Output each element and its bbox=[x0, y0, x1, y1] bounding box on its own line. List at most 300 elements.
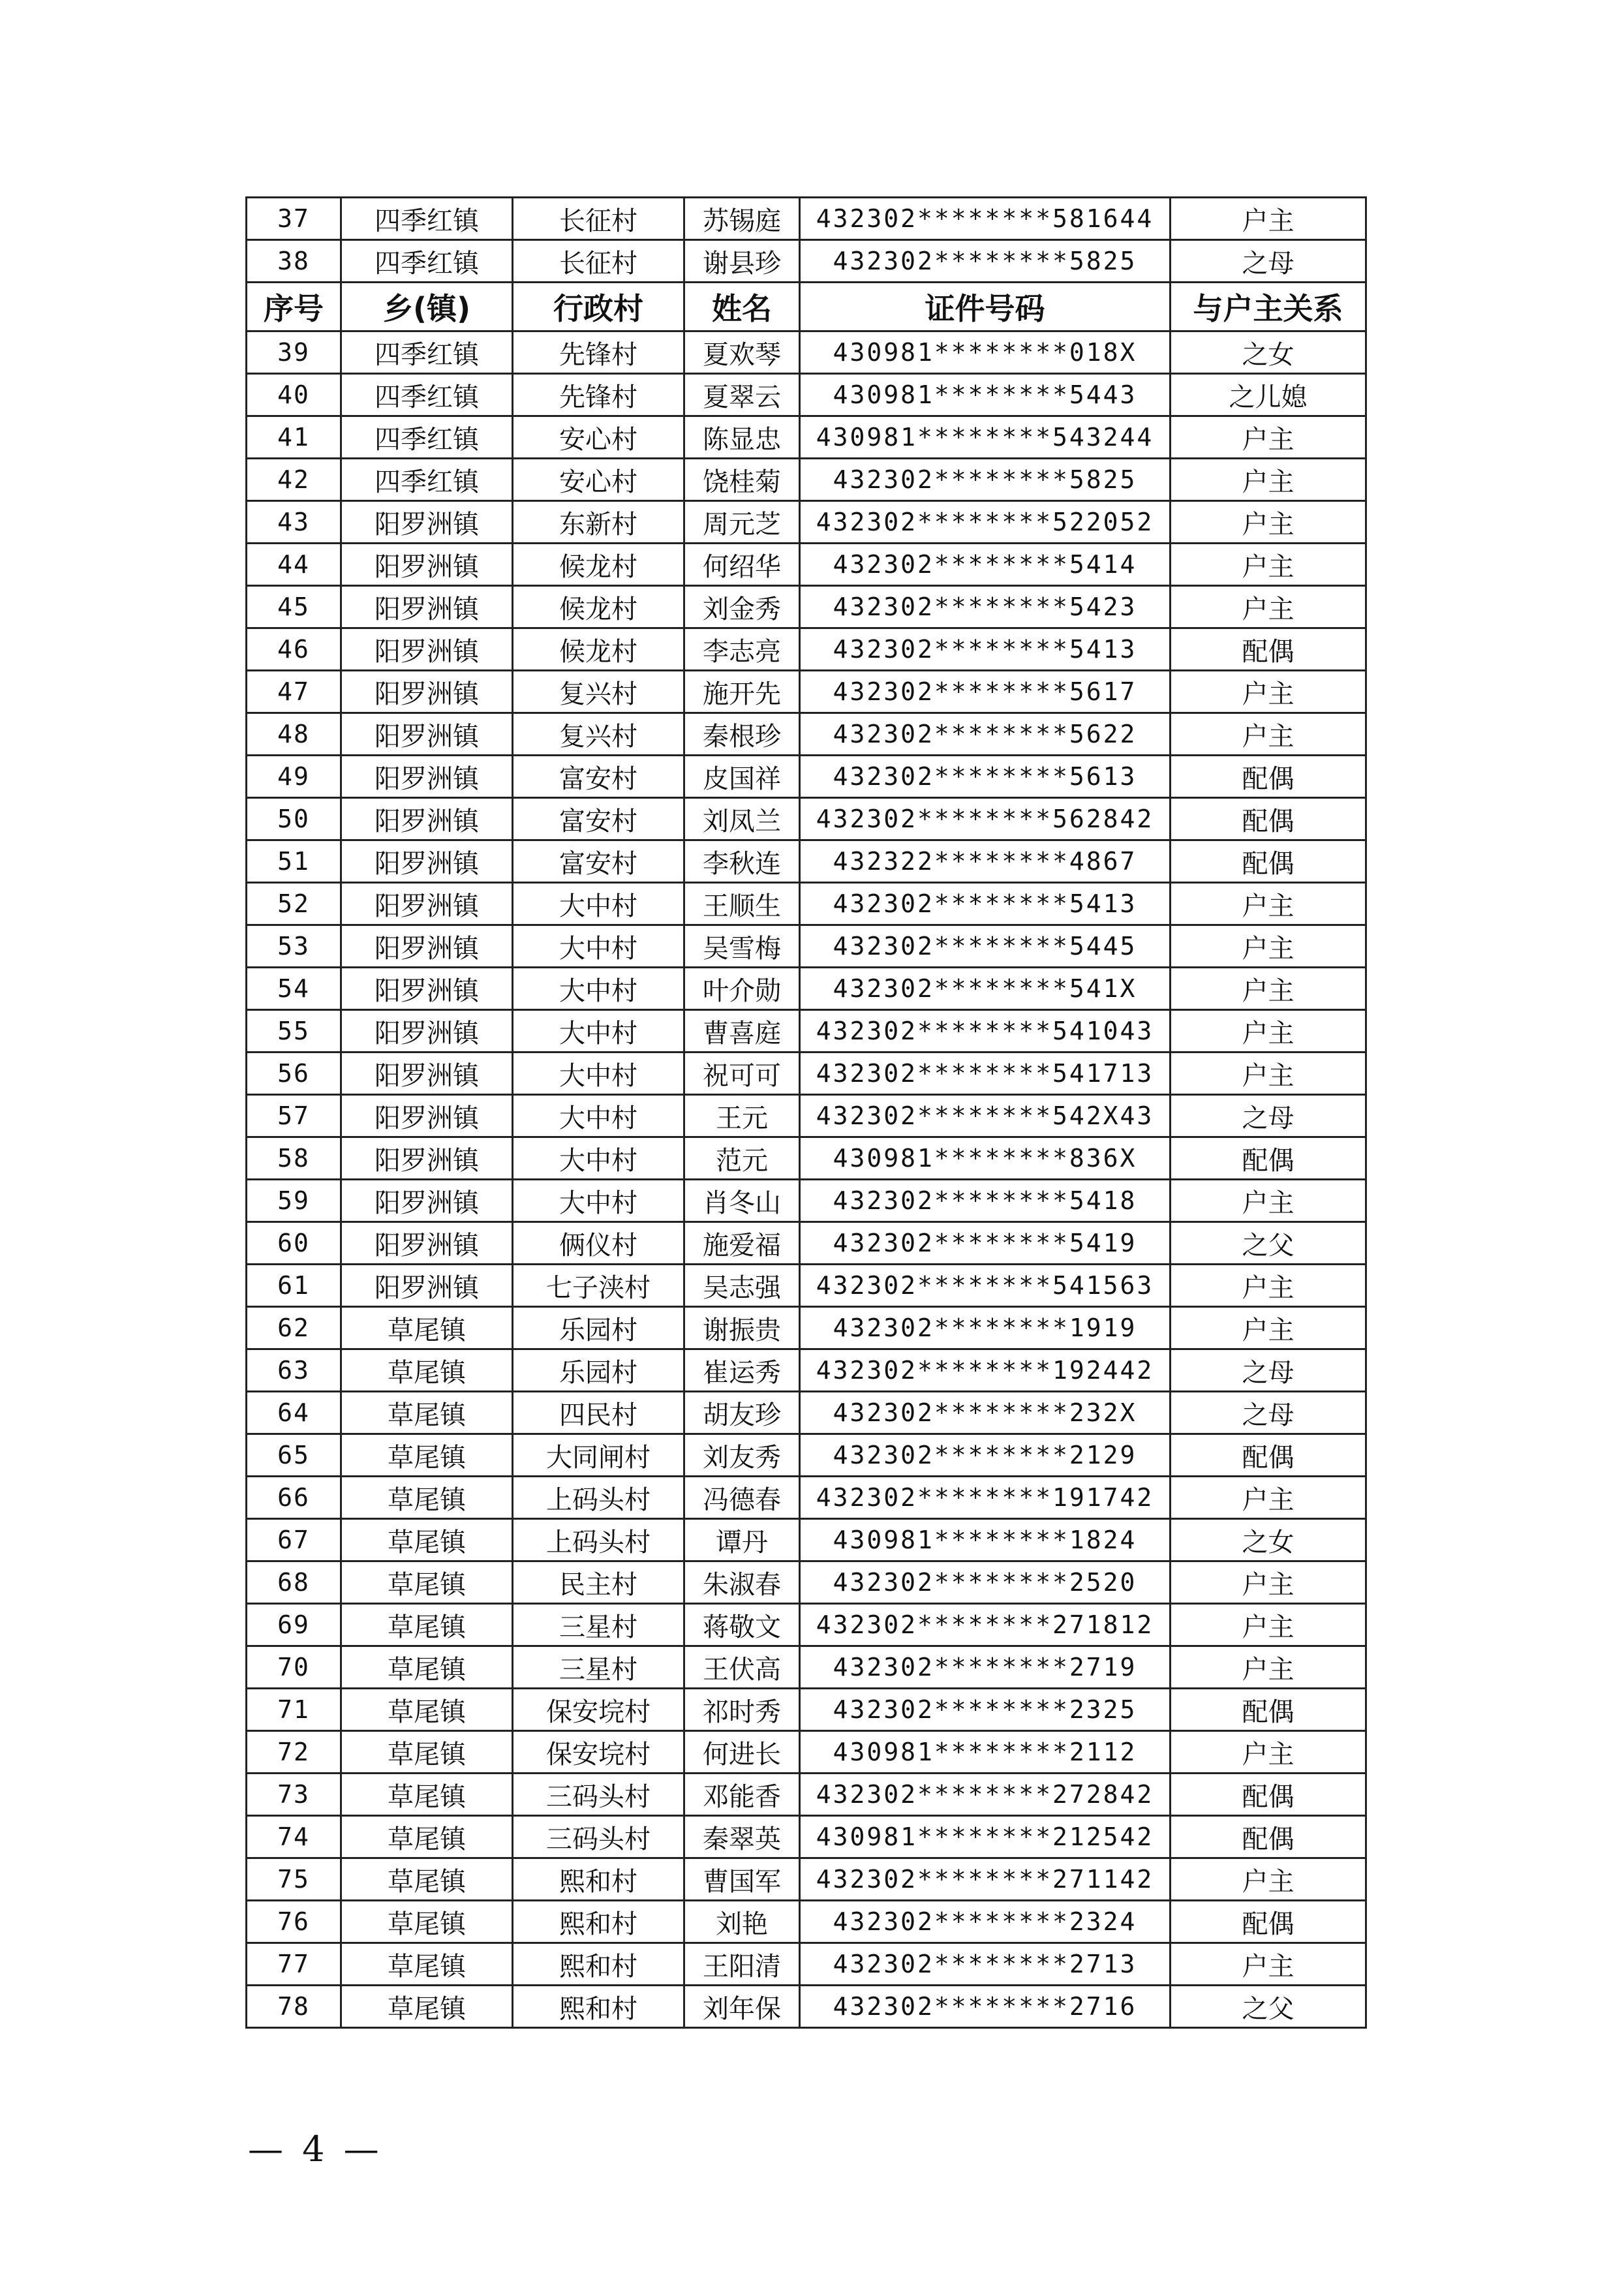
cell-village: 三码头村 bbox=[513, 1816, 684, 1858]
cell-name: 苏锡庭 bbox=[684, 198, 800, 240]
cell-relation: 户主 bbox=[1171, 1477, 1366, 1519]
cell-village: 安心村 bbox=[513, 459, 684, 501]
cell-town: 草尾镇 bbox=[341, 1774, 513, 1816]
table-row bbox=[247, 586, 1366, 628]
cell-relation: 之母 bbox=[1171, 240, 1366, 283]
cell-relation: 配偶 bbox=[1171, 1901, 1366, 1943]
table-row bbox=[247, 1561, 1366, 1604]
cell-village: 三码头村 bbox=[513, 1774, 684, 1816]
cell-village: 安心村 bbox=[513, 416, 684, 459]
cell-relation: 配偶 bbox=[1171, 1774, 1366, 1816]
cell-id-number: 432302********1919 bbox=[800, 1307, 1171, 1349]
cell-index: 49 bbox=[247, 756, 341, 798]
cell-relation: 之母 bbox=[1171, 1095, 1366, 1137]
cell-town: 阳罗洲镇 bbox=[341, 1222, 513, 1265]
cell-name: 刘友秀 bbox=[684, 1434, 800, 1477]
cell-relation: 户主 bbox=[1171, 671, 1366, 713]
cell-relation: 户主 bbox=[1171, 586, 1366, 628]
cell-name: 秦根珍 bbox=[684, 713, 800, 756]
cell-index: 46 bbox=[247, 628, 341, 671]
cell-name: 祁时秀 bbox=[684, 1689, 800, 1731]
table-row bbox=[247, 1095, 1366, 1137]
table-row bbox=[247, 1731, 1366, 1774]
cell-index: 40 bbox=[247, 374, 341, 416]
cell-index: 73 bbox=[247, 1774, 341, 1816]
cell-village: 候龙村 bbox=[513, 628, 684, 671]
cell-village: 大中村 bbox=[513, 1095, 684, 1137]
cell-index: 37 bbox=[247, 198, 341, 240]
cell-village: 大中村 bbox=[513, 968, 684, 1010]
cell-name: 谢振贵 bbox=[684, 1307, 800, 1349]
cell-name: 胡友珍 bbox=[684, 1392, 800, 1434]
cell-index: 59 bbox=[247, 1180, 341, 1222]
cell-name: 谭丹 bbox=[684, 1519, 800, 1561]
cell-id-number: 432302********5413 bbox=[800, 883, 1171, 925]
cell-name: 刘凤兰 bbox=[684, 798, 800, 840]
cell-id-number: 432302********5414 bbox=[800, 544, 1171, 586]
cell-name: 蒋敬文 bbox=[684, 1604, 800, 1646]
cell-relation: 户主 bbox=[1171, 968, 1366, 1010]
cell-town: 阳罗洲镇 bbox=[341, 1010, 513, 1052]
table-row bbox=[247, 1943, 1366, 1986]
cell-name: 李秋连 bbox=[684, 840, 800, 883]
cell-id-number: 432302********541X bbox=[800, 968, 1171, 1010]
cell-relation: 户主 bbox=[1171, 1943, 1366, 1986]
table-row bbox=[247, 416, 1366, 459]
cell-id-number: 432302********5622 bbox=[800, 713, 1171, 756]
cell-id-number: 432302********192442 bbox=[800, 1349, 1171, 1392]
table-row bbox=[247, 1137, 1366, 1180]
cell-name: 刘金秀 bbox=[684, 586, 800, 628]
table-row bbox=[247, 198, 1366, 240]
cell-index: 64 bbox=[247, 1392, 341, 1434]
cell-relation: 户主 bbox=[1171, 1180, 1366, 1222]
cell-village: 富安村 bbox=[513, 756, 684, 798]
table-row bbox=[247, 1052, 1366, 1095]
cell-id-number: 432302********5617 bbox=[800, 671, 1171, 713]
cell-index: 51 bbox=[247, 840, 341, 883]
table-row bbox=[247, 1646, 1366, 1689]
cell-relation: 之女 bbox=[1171, 1519, 1366, 1561]
cell-id-number: 432302********5445 bbox=[800, 925, 1171, 968]
cell-town: 草尾镇 bbox=[341, 1561, 513, 1604]
cell-town: 阳罗洲镇 bbox=[341, 713, 513, 756]
table-row bbox=[247, 1010, 1366, 1052]
cell-town: 阳罗洲镇 bbox=[341, 925, 513, 968]
cell-village: 三星村 bbox=[513, 1646, 684, 1689]
cell-id-number: 432302********2325 bbox=[800, 1689, 1171, 1731]
cell-name: 李志亮 bbox=[684, 628, 800, 671]
cell-index: 39 bbox=[247, 331, 341, 374]
cell-town: 四季红镇 bbox=[341, 240, 513, 283]
cell-relation: 户主 bbox=[1171, 713, 1366, 756]
cell-index: 62 bbox=[247, 1307, 341, 1349]
cell-village: 保安垸村 bbox=[513, 1731, 684, 1774]
cell-index: 50 bbox=[247, 798, 341, 840]
table-row bbox=[247, 968, 1366, 1010]
table-row bbox=[247, 628, 1366, 671]
cell-town: 草尾镇 bbox=[341, 1307, 513, 1349]
cell-id-number: 432302********5413 bbox=[800, 628, 1171, 671]
table-row bbox=[247, 840, 1366, 883]
cell-index: 44 bbox=[247, 544, 341, 586]
cell-town: 阳罗洲镇 bbox=[341, 1265, 513, 1307]
cell-name: 谢县珍 bbox=[684, 240, 800, 283]
cell-village: 大中村 bbox=[513, 925, 684, 968]
cell-village: 熙和村 bbox=[513, 1943, 684, 1986]
cell-relation: 户主 bbox=[1171, 544, 1366, 586]
cell-index: 66 bbox=[247, 1477, 341, 1519]
cell-id-number: 432302********541563 bbox=[800, 1265, 1171, 1307]
cell-index: 57 bbox=[247, 1095, 341, 1137]
cell-name: 周元芝 bbox=[684, 501, 800, 544]
cell-relation: 户主 bbox=[1171, 883, 1366, 925]
cell-relation: 户主 bbox=[1171, 1561, 1366, 1604]
cell-index: 47 bbox=[247, 671, 341, 713]
table-row bbox=[247, 374, 1366, 416]
cell-town: 草尾镇 bbox=[341, 1689, 513, 1731]
cell-name: 朱淑春 bbox=[684, 1561, 800, 1604]
cell-town: 草尾镇 bbox=[341, 1731, 513, 1774]
cell-id-number: 432302********562842 bbox=[800, 798, 1171, 840]
cell-index: 69 bbox=[247, 1604, 341, 1646]
beneficiary-table bbox=[245, 196, 1367, 2029]
cell-village: 熙和村 bbox=[513, 1858, 684, 1901]
cell-name: 吴志强 bbox=[684, 1265, 800, 1307]
cell-name: 刘年保 bbox=[684, 1986, 800, 2028]
cell-id-number: 432302********5418 bbox=[800, 1180, 1171, 1222]
cell-index: 53 bbox=[247, 925, 341, 968]
cell-id-number: 432302********2324 bbox=[800, 1901, 1171, 1943]
cell-town: 草尾镇 bbox=[341, 1392, 513, 1434]
cell-town: 阳罗洲镇 bbox=[341, 968, 513, 1010]
cell-town: 阳罗洲镇 bbox=[341, 840, 513, 883]
header-name: 姓名 bbox=[684, 283, 800, 331]
header-relation: 与户主关系 bbox=[1171, 283, 1366, 331]
cell-name: 王阳清 bbox=[684, 1943, 800, 1986]
cell-village: 四民村 bbox=[513, 1392, 684, 1434]
cell-index: 58 bbox=[247, 1137, 341, 1180]
cell-index: 74 bbox=[247, 1816, 341, 1858]
cell-village: 复兴村 bbox=[513, 713, 684, 756]
cell-town: 四季红镇 bbox=[341, 374, 513, 416]
cell-village: 三星村 bbox=[513, 1604, 684, 1646]
cell-name: 皮国祥 bbox=[684, 756, 800, 798]
cell-relation: 户主 bbox=[1171, 1265, 1366, 1307]
cell-village: 富安村 bbox=[513, 798, 684, 840]
cell-id-number: 432302********271142 bbox=[800, 1858, 1171, 1901]
header-town: 乡(镇) bbox=[341, 283, 513, 331]
cell-town: 阳罗洲镇 bbox=[341, 628, 513, 671]
cell-village: 大同闸村 bbox=[513, 1434, 684, 1477]
cell-name: 王顺生 bbox=[684, 883, 800, 925]
cell-village: 俩仪村 bbox=[513, 1222, 684, 1265]
cell-id-number: 432302********272842 bbox=[800, 1774, 1171, 1816]
cell-relation: 户主 bbox=[1171, 1052, 1366, 1095]
cell-relation: 之女 bbox=[1171, 331, 1366, 374]
cell-village: 候龙村 bbox=[513, 586, 684, 628]
cell-index: 48 bbox=[247, 713, 341, 756]
cell-index: 68 bbox=[247, 1561, 341, 1604]
cell-name: 叶介勋 bbox=[684, 968, 800, 1010]
cell-village: 富安村 bbox=[513, 840, 684, 883]
table-row bbox=[247, 1689, 1366, 1731]
table-row bbox=[247, 1392, 1366, 1434]
cell-town: 草尾镇 bbox=[341, 1816, 513, 1858]
cell-name: 夏翠云 bbox=[684, 374, 800, 416]
cell-town: 阳罗洲镇 bbox=[341, 756, 513, 798]
cell-relation: 户主 bbox=[1171, 501, 1366, 544]
cell-town: 草尾镇 bbox=[341, 1901, 513, 1943]
table-row bbox=[247, 1180, 1366, 1222]
table-row bbox=[247, 459, 1366, 501]
cell-town: 四季红镇 bbox=[341, 331, 513, 374]
cell-index: 41 bbox=[247, 416, 341, 459]
table-row bbox=[247, 1519, 1366, 1561]
cell-name: 施爱福 bbox=[684, 1222, 800, 1265]
cell-relation: 户主 bbox=[1171, 925, 1366, 968]
cell-town: 草尾镇 bbox=[341, 1943, 513, 1986]
table-row bbox=[247, 756, 1366, 798]
cell-town: 草尾镇 bbox=[341, 1477, 513, 1519]
cell-index: 54 bbox=[247, 968, 341, 1010]
cell-name: 曹喜庭 bbox=[684, 1010, 800, 1052]
cell-id-number: 432302********191742 bbox=[800, 1477, 1171, 1519]
table-row bbox=[247, 1307, 1366, 1349]
table-row bbox=[247, 1858, 1366, 1901]
cell-id-number: 432302********232X bbox=[800, 1392, 1171, 1434]
cell-id-number: 430981********543244 bbox=[800, 416, 1171, 459]
cell-id-number: 430981********836X bbox=[800, 1137, 1171, 1180]
cell-relation: 配偶 bbox=[1171, 1689, 1366, 1731]
cell-relation: 之父 bbox=[1171, 1986, 1366, 2028]
table-row bbox=[247, 671, 1366, 713]
cell-village: 复兴村 bbox=[513, 671, 684, 713]
table-row bbox=[247, 1477, 1366, 1519]
table-header-row bbox=[247, 283, 1366, 331]
table-row bbox=[247, 1774, 1366, 1816]
cell-town: 阳罗洲镇 bbox=[341, 1095, 513, 1137]
cell-id-number: 432302********2520 bbox=[800, 1561, 1171, 1604]
cell-town: 四季红镇 bbox=[341, 416, 513, 459]
cell-relation: 户主 bbox=[1171, 1010, 1366, 1052]
table-row bbox=[247, 1816, 1366, 1858]
cell-village: 先锋村 bbox=[513, 331, 684, 374]
table-row bbox=[247, 1434, 1366, 1477]
cell-index: 65 bbox=[247, 1434, 341, 1477]
cell-town: 四季红镇 bbox=[341, 198, 513, 240]
cell-name: 肖冬山 bbox=[684, 1180, 800, 1222]
cell-index: 78 bbox=[247, 1986, 341, 2028]
cell-name: 施开先 bbox=[684, 671, 800, 713]
cell-name: 祝可可 bbox=[684, 1052, 800, 1095]
cell-relation: 之父 bbox=[1171, 1222, 1366, 1265]
cell-relation: 之儿媳 bbox=[1171, 374, 1366, 416]
cell-index: 67 bbox=[247, 1519, 341, 1561]
cell-relation: 户主 bbox=[1171, 416, 1366, 459]
cell-village: 先锋村 bbox=[513, 374, 684, 416]
cell-name: 饶桂菊 bbox=[684, 459, 800, 501]
cell-village: 乐园村 bbox=[513, 1349, 684, 1392]
cell-name: 王伏高 bbox=[684, 1646, 800, 1689]
cell-village: 保安垸村 bbox=[513, 1689, 684, 1731]
cell-index: 43 bbox=[247, 501, 341, 544]
table-row bbox=[247, 331, 1366, 374]
cell-index: 76 bbox=[247, 1901, 341, 1943]
cell-relation: 户主 bbox=[1171, 459, 1366, 501]
cell-id-number: 430981********2112 bbox=[800, 1731, 1171, 1774]
cell-index: 70 bbox=[247, 1646, 341, 1689]
cell-village: 民主村 bbox=[513, 1561, 684, 1604]
cell-index: 52 bbox=[247, 883, 341, 925]
cell-name: 崔运秀 bbox=[684, 1349, 800, 1392]
cell-index: 42 bbox=[247, 459, 341, 501]
cell-town: 阳罗洲镇 bbox=[341, 798, 513, 840]
header-index: 序号 bbox=[247, 283, 341, 331]
cell-name: 秦翠英 bbox=[684, 1816, 800, 1858]
cell-relation: 配偶 bbox=[1171, 1816, 1366, 1858]
cell-name: 吴雪梅 bbox=[684, 925, 800, 968]
cell-name: 何进长 bbox=[684, 1731, 800, 1774]
cell-id-number: 432302********5825 bbox=[800, 240, 1171, 283]
cell-town: 草尾镇 bbox=[341, 1434, 513, 1477]
cell-index: 63 bbox=[247, 1349, 341, 1392]
cell-index: 45 bbox=[247, 586, 341, 628]
cell-index: 56 bbox=[247, 1052, 341, 1095]
cell-index: 72 bbox=[247, 1731, 341, 1774]
header-id-number: 证件号码 bbox=[800, 283, 1171, 331]
table-row bbox=[247, 1265, 1366, 1307]
page-number: — 4 — bbox=[248, 2128, 383, 2170]
cell-relation: 户主 bbox=[1171, 1858, 1366, 1901]
table-row bbox=[247, 883, 1366, 925]
table-row bbox=[247, 240, 1366, 283]
cell-name: 何绍华 bbox=[684, 544, 800, 586]
cell-id-number: 432302********581644 bbox=[800, 198, 1171, 240]
cell-village: 大中村 bbox=[513, 883, 684, 925]
cell-village: 七子浃村 bbox=[513, 1265, 684, 1307]
cell-village: 长征村 bbox=[513, 240, 684, 283]
cell-town: 阳罗洲镇 bbox=[341, 1180, 513, 1222]
table-row bbox=[247, 1222, 1366, 1265]
cell-relation: 之母 bbox=[1171, 1349, 1366, 1392]
cell-name: 范元 bbox=[684, 1137, 800, 1180]
cell-village: 上码头村 bbox=[513, 1477, 684, 1519]
cell-town: 草尾镇 bbox=[341, 1858, 513, 1901]
cell-id-number: 432302********2129 bbox=[800, 1434, 1171, 1477]
cell-id-number: 432302********2719 bbox=[800, 1646, 1171, 1689]
cell-id-number: 432302********542X43 bbox=[800, 1095, 1171, 1137]
cell-id-number: 432302********541043 bbox=[800, 1010, 1171, 1052]
cell-relation: 配偶 bbox=[1171, 628, 1366, 671]
cell-index: 75 bbox=[247, 1858, 341, 1901]
cell-name: 陈显忠 bbox=[684, 416, 800, 459]
cell-id-number: 432302********5423 bbox=[800, 586, 1171, 628]
cell-id-number: 432302********541713 bbox=[800, 1052, 1171, 1095]
cell-relation: 户主 bbox=[1171, 1646, 1366, 1689]
cell-id-number: 432302********2713 bbox=[800, 1943, 1171, 1986]
cell-relation: 配偶 bbox=[1171, 1137, 1366, 1180]
table-row bbox=[247, 1901, 1366, 1943]
cell-relation: 户主 bbox=[1171, 1307, 1366, 1349]
cell-index: 77 bbox=[247, 1943, 341, 1986]
cell-name: 曹国军 bbox=[684, 1858, 800, 1901]
cell-town: 阳罗洲镇 bbox=[341, 671, 513, 713]
cell-id-number: 430981********5443 bbox=[800, 374, 1171, 416]
cell-name: 刘艳 bbox=[684, 1901, 800, 1943]
cell-id-number: 432302********5419 bbox=[800, 1222, 1171, 1265]
cell-town: 阳罗洲镇 bbox=[341, 586, 513, 628]
cell-town: 草尾镇 bbox=[341, 1604, 513, 1646]
cell-village: 大中村 bbox=[513, 1180, 684, 1222]
cell-town: 阳罗洲镇 bbox=[341, 883, 513, 925]
cell-index: 71 bbox=[247, 1689, 341, 1731]
cell-relation: 配偶 bbox=[1171, 1434, 1366, 1477]
cell-relation: 户主 bbox=[1171, 1731, 1366, 1774]
table-row bbox=[247, 1349, 1366, 1392]
cell-name: 冯德春 bbox=[684, 1477, 800, 1519]
table-row bbox=[247, 1986, 1366, 2028]
cell-village: 熙和村 bbox=[513, 1986, 684, 2028]
cell-index: 55 bbox=[247, 1010, 341, 1052]
cell-relation: 配偶 bbox=[1171, 798, 1366, 840]
table-row bbox=[247, 1604, 1366, 1646]
table-row bbox=[247, 798, 1366, 840]
cell-id-number: 432302********2716 bbox=[800, 1986, 1171, 2028]
cell-village: 候龙村 bbox=[513, 544, 684, 586]
table-row bbox=[247, 501, 1366, 544]
cell-index: 61 bbox=[247, 1265, 341, 1307]
cell-id-number: 432302********5613 bbox=[800, 756, 1171, 798]
cell-relation: 配偶 bbox=[1171, 840, 1366, 883]
cell-village: 大中村 bbox=[513, 1052, 684, 1095]
cell-town: 阳罗洲镇 bbox=[341, 1052, 513, 1095]
cell-name: 邓能香 bbox=[684, 1774, 800, 1816]
cell-town: 阳罗洲镇 bbox=[341, 1137, 513, 1180]
cell-id-number: 430981********212542 bbox=[800, 1816, 1171, 1858]
cell-name: 夏欢琴 bbox=[684, 331, 800, 374]
cell-id-number: 432302********522052 bbox=[800, 501, 1171, 544]
cell-index: 38 bbox=[247, 240, 341, 283]
cell-relation: 配偶 bbox=[1171, 756, 1366, 798]
cell-town: 四季红镇 bbox=[341, 459, 513, 501]
cell-town: 阳罗洲镇 bbox=[341, 501, 513, 544]
cell-id-number: 432302********271812 bbox=[800, 1604, 1171, 1646]
table-row bbox=[247, 544, 1366, 586]
cell-village: 上码头村 bbox=[513, 1519, 684, 1561]
cell-relation: 之母 bbox=[1171, 1392, 1366, 1434]
cell-name: 王元 bbox=[684, 1095, 800, 1137]
cell-town: 草尾镇 bbox=[341, 1519, 513, 1561]
cell-relation: 户主 bbox=[1171, 1604, 1366, 1646]
table-row bbox=[247, 925, 1366, 968]
cell-town: 草尾镇 bbox=[341, 1986, 513, 2028]
cell-village: 东新村 bbox=[513, 501, 684, 544]
cell-id-number: 432302********5825 bbox=[800, 459, 1171, 501]
header-village: 行政村 bbox=[513, 283, 684, 331]
cell-village: 长征村 bbox=[513, 198, 684, 240]
cell-id-number: 432322********4867 bbox=[800, 840, 1171, 883]
cell-id-number: 430981********1824 bbox=[800, 1519, 1171, 1561]
cell-town: 草尾镇 bbox=[341, 1349, 513, 1392]
cell-id-number: 430981********018X bbox=[800, 331, 1171, 374]
cell-village: 乐园村 bbox=[513, 1307, 684, 1349]
cell-village: 熙和村 bbox=[513, 1901, 684, 1943]
cell-town: 阳罗洲镇 bbox=[341, 544, 513, 586]
cell-index: 60 bbox=[247, 1222, 341, 1265]
cell-village: 大中村 bbox=[513, 1137, 684, 1180]
cell-village: 大中村 bbox=[513, 1010, 684, 1052]
